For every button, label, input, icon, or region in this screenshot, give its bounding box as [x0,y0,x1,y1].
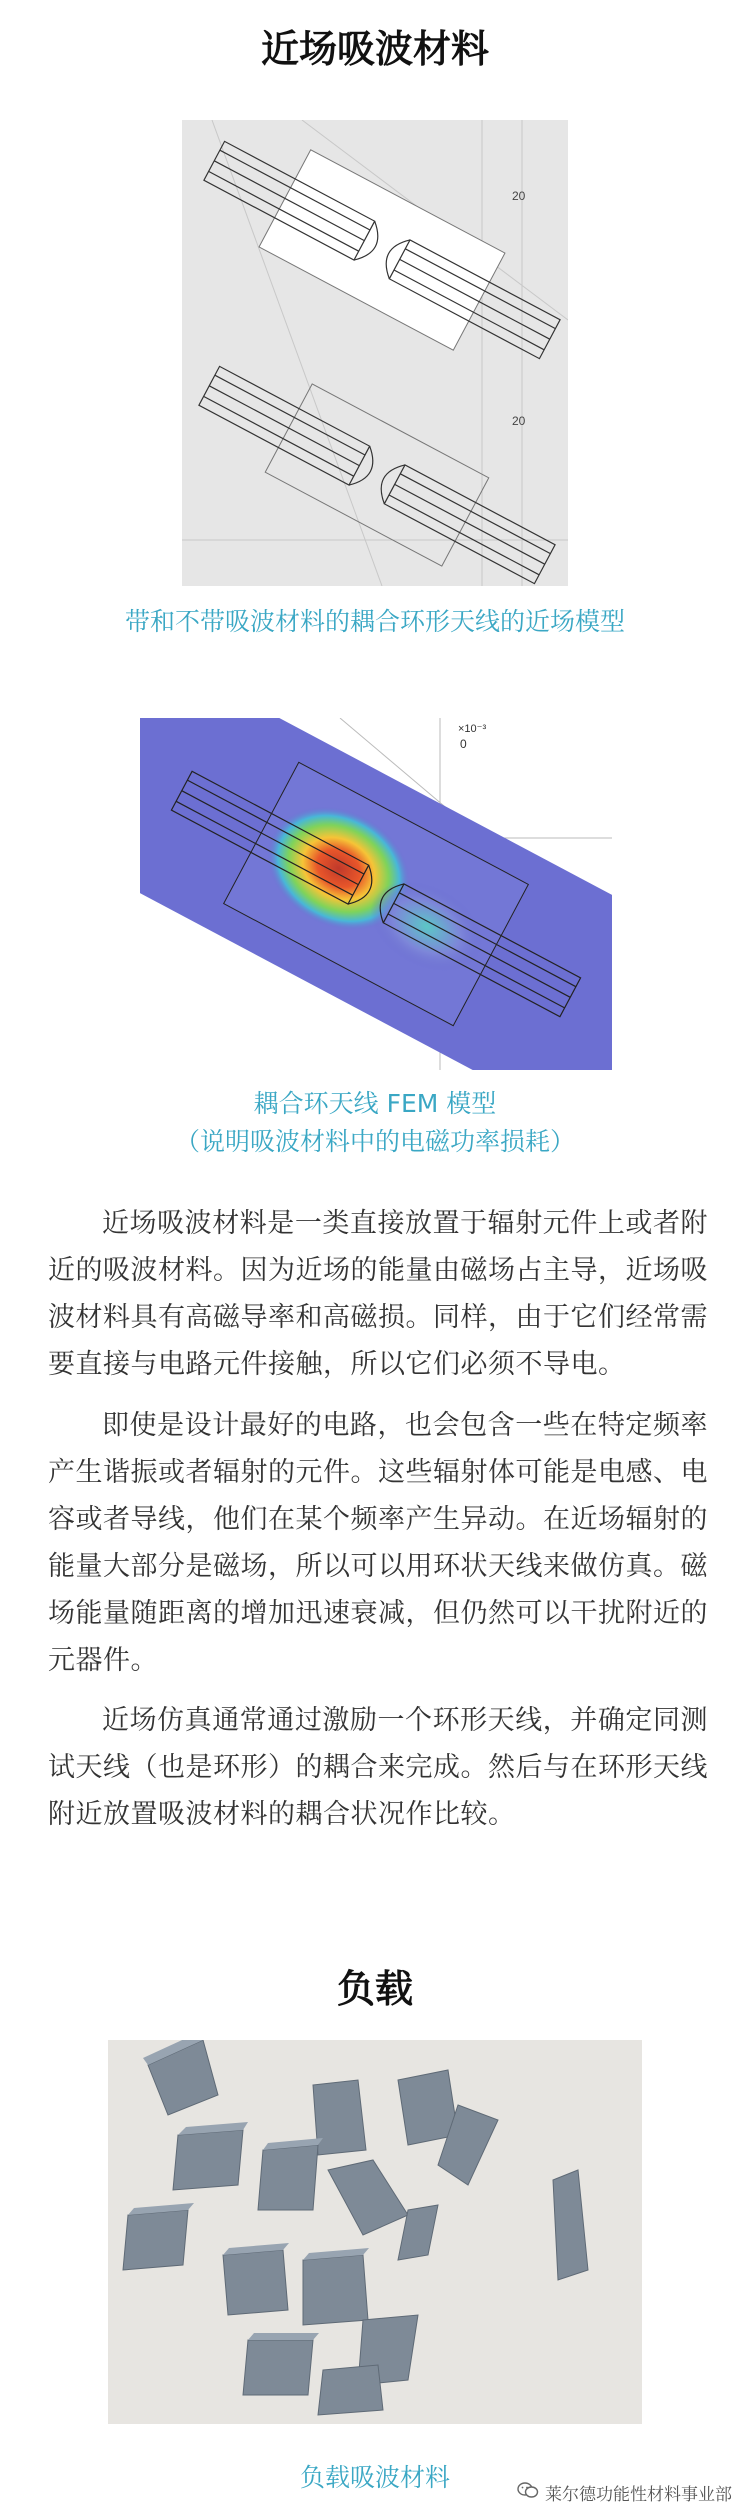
figure-fem-model [140,718,612,1070]
tick-label-top: 20 [512,189,526,203]
scale-exponent-label: ×10⁻³ [458,723,487,735]
fem-power-loss-diagram [140,718,612,1070]
coupled-loop-model-diagram [182,120,568,586]
figure1-caption: 带和不带吸波材料的耦合环形天线的近场模型 [124,607,625,636]
paragraph-1: 近场吸波材料是一类直接放置于辐射元件上或者附近的吸波材料。因为近场的能量由磁场占主导，近场吸波材料具有高磁导率和高磁损。同样，由于它们经常需要直接与电路元件接触，所以它们必须不导电。 [48,1208,708,1380]
figure-coupled-loop-models [182,120,568,586]
paragraph-3: 近场仿真通常通过激励一个环形天线，并确定同测试天线（也是环形）的耦合来完成。然后与在环形天线附近放置吸波材料的耦合状况作比较。 [48,1705,708,1830]
scale-value-label: 0 [460,737,467,751]
tick-label-bottom: 20 [512,414,526,428]
figure2-caption-line1: 耦合环天线 FEM 模型 [253,1089,497,1118]
section-title-load: 负载 [336,1967,413,2011]
section-title-near-field: 近场吸波材料 [260,27,489,71]
figure3-caption: 负载吸波材料 [299,2463,450,2492]
load-absorber-blocks-illustration [108,2040,642,2424]
paragraph-2: 即使是设计最好的电路，也会包含一些在特定频率产生谐振或者辐射的元件。这些辐射体可能是电感、电容或者导线，他们在某个频率产生异动。在近场辐射的能量大部分是磁场，所以可以用环状天线来做仿真。磁场能量随距离的增加迅速衰减，但仍然可以干扰附近的元器件。 [48,1410,708,1676]
figure-load-absorber-photo [108,2040,642,2424]
figure2-caption-line2: （说明吸波材料中的电磁功率损耗） [174,1127,575,1156]
watermark [517,2480,732,2505]
wechat-icon [517,2481,539,2504]
watermark-text: 莱尔德功能性材料事业部 [545,2485,732,2505]
